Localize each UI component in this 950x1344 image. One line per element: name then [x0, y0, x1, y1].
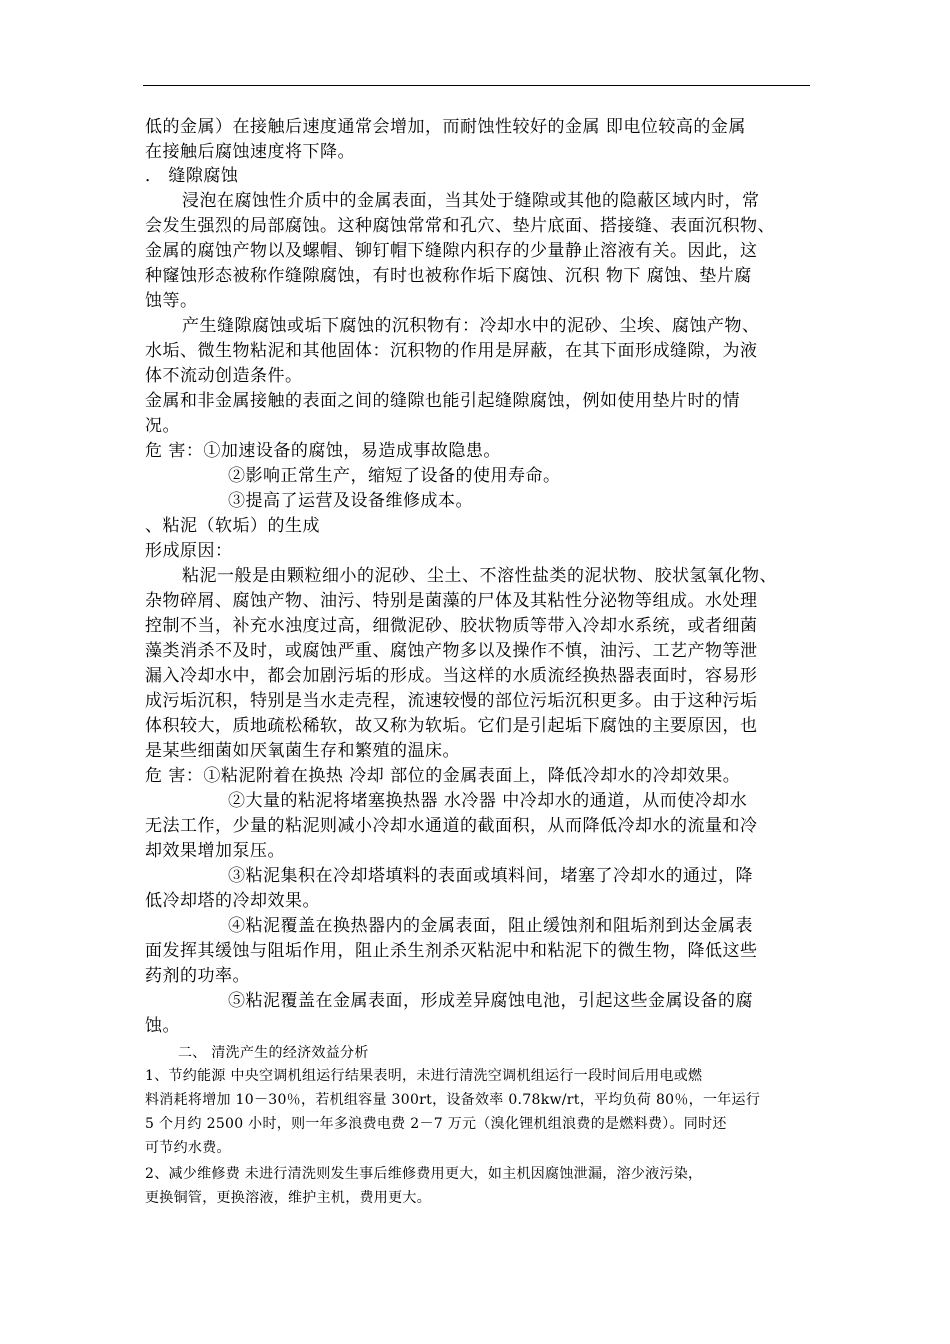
text-line: 在接触后腐蚀速度将下降。	[145, 142, 355, 162]
text-line: 体不流动创造条件。	[145, 366, 303, 386]
hazard-line: ②影响正常生产，缩短了设备的使用寿命。	[228, 466, 561, 486]
text-line: 却效果增加泵压。	[145, 841, 285, 861]
text-line: 粘泥一般是由颗粒细小的泥砂、尘土、不溶性盐类的泥状物、胶状氢氧化物、	[182, 566, 777, 586]
text-line: 藻类消杀不及时，或腐蚀严重、腐蚀产物多以及操作不慎，油污、工艺产物等泄	[145, 641, 758, 661]
hazard-line: ③粘泥集积在冷却塔填料的表面或填料间，堵塞了冷却水的通过，降	[228, 866, 753, 886]
text-line: 种窿蚀形态被称作缝隙腐蚀，有时也被称作垢下腐蚀、沉积 物下 腐蚀、垫片腐	[145, 266, 752, 286]
hazard-line: ⑤粘泥覆盖在金属表面，形成差异腐蚀电池，引起这些金属设备的腐	[228, 991, 753, 1011]
text-line: 更换铜管，更换溶液，维护主机，费用更大。	[145, 1190, 431, 1206]
text-line: 面发挥其缓蚀与阻垢作用，阻止杀生剂杀灭粘泥中和粘泥下的微生物，降低这些	[145, 941, 758, 961]
text-line: 控制不当，补充水浊度过高，细微泥砂、胶状物质等带入冷却水系统，或者细菌	[145, 616, 758, 636]
text-line: 成污垢沉积，特别是当水走壳程，流速较慢的部位污垢沉积更多。由于这种污垢	[145, 691, 758, 711]
hazard-line: 危 害：①粘泥附着在换热 冷却 部位的金属表面上，降低冷却水的冷却效果。	[145, 766, 741, 786]
text-line: 杂物碎屑、腐蚀产物、油污、特别是菌藻的尸体及其粘性分泌物等组成。水处理	[145, 591, 758, 611]
text-line: 是某些细菌如厌氧菌生存和繁殖的温床。	[145, 741, 460, 761]
text-line: 体积较大，质地疏松稀软，故又称为软垢。它们是引起垢下腐蚀的主要原因，也	[145, 716, 758, 736]
section-2-heading: 二、 清洗产生的经济效益分析	[178, 1045, 369, 1061]
header-rule	[143, 85, 810, 86]
text-line: 蚀等。	[145, 291, 198, 311]
text-line: 浸泡在腐蚀性介质中的金属表面，当其处于缝隙或其他的隐蔽区域内时，常	[182, 191, 760, 211]
text-line: 1、节约能源 中央空调机组运行结果表明，未进行清洗空调机组运行一段时间后用电或燃	[145, 1068, 703, 1084]
text-line: 可节约水费。	[145, 1140, 231, 1156]
text-line: 无法工作，少量的粘泥则减小冷却水通道的截面积，从而降低冷却水的流量和冷	[145, 816, 758, 836]
section-heading: ． 缝隙腐蚀	[145, 166, 239, 186]
text-line: 况。	[145, 416, 180, 436]
hazard-line: 危 害：①加速设备的腐蚀，易造成事故隐患。	[145, 441, 501, 461]
text-line: 5 个月约 2500 小时，则一年多浪费电费 2－7 万元（溴化锂机组浪费的是燃料费）。同时还	[145, 1116, 727, 1132]
text-line: 2、减少维修费 未进行清洗则发生事后维修费用更大，如主机因腐蚀泄漏，溶少液污染，	[145, 1166, 703, 1182]
text-line: 蚀。	[145, 1016, 180, 1036]
hazard-line: ④粘泥覆盖在换热器内的金属表面，阻止缓蚀剂和阻垢剂到达金属表	[228, 916, 753, 936]
text-line: 金属和非金属接触的表面之间的缝隙也能引起缝隙腐蚀，例如使用垫片时的情	[145, 391, 740, 411]
text-line: 形成原因：	[145, 541, 233, 561]
text-line: 金属的腐蚀产物以及螺帽、铆钉帽下缝隙内积存的少量静止溶液有关。因此，这	[145, 241, 758, 261]
text-line: 漏入冷却水中，都会加剧污垢的形成。当这样的水质流经换热器表面时，容易形	[145, 666, 758, 686]
text-line: 药剂的功率。	[145, 966, 250, 986]
text-line: 水垢、微生物粘泥和其他固体：沉积物的作用是屏蔽，在其下面形成缝隙，为液	[145, 341, 758, 361]
text-line: 低的金属）在接触后速度通常会增加，而耐蚀性较好的金属 即电位较高的金属	[145, 117, 746, 137]
text-line: 料消耗将增加 10－30％，若机组容量 300rt，设备效率 0.78kw/rt，平均负荷 80％，一年运行	[145, 1092, 761, 1108]
hazard-line: ②大量的粘泥将堵塞换热器 水冷器 中冷却水的通道，从而使冷却水	[228, 791, 748, 811]
text-line: 产生缝隙腐蚀或垢下腐蚀的沉积物有：冷却水中的泥砂、尘埃、腐蚀产物、	[182, 316, 760, 336]
text-line: 低冷却塔的冷却效果。	[145, 891, 320, 911]
hazard-line: ③提高了运营及设备维修成本。	[228, 491, 473, 511]
text-line: 会发生强烈的局部腐蚀。这种腐蚀常常和孔穴、垫片底面、搭接缝、表面沉积物、	[145, 216, 775, 236]
section-heading: 、粘泥（软垢）的生成	[145, 516, 320, 536]
